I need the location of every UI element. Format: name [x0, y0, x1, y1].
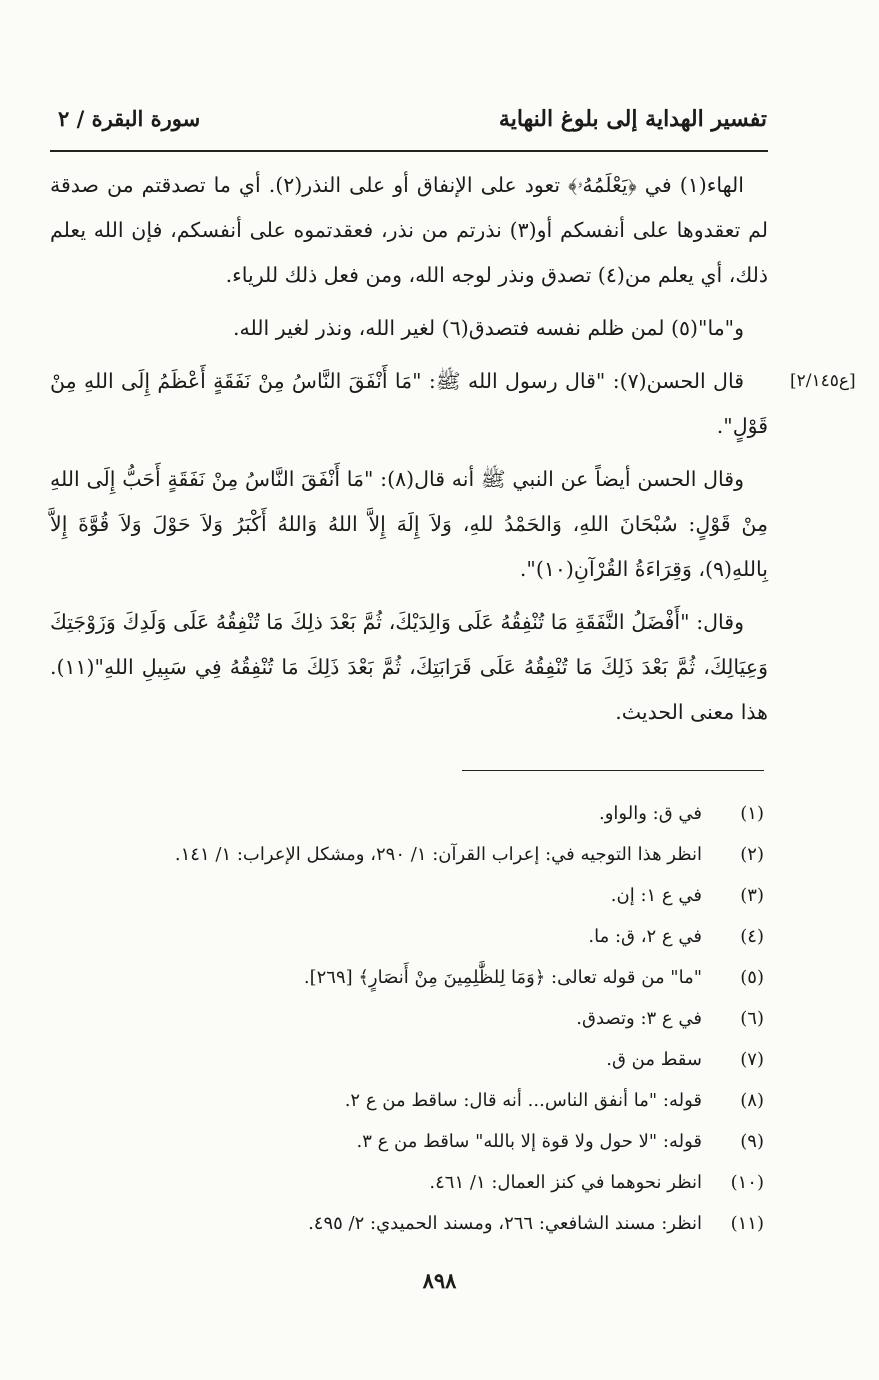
- footnote-divider: [462, 770, 764, 771]
- footnote: [100, 1003, 764, 1044]
- footnote: [100, 1044, 764, 1085]
- paragraph: وقال: "أَفْضَلُ النَّفَقَةِ مَا تُنْفِقُهُ عَلَى وَالِدَيْكَ، ثُمَّ بَعْدَ ذلِكَ مَا تُنْفِقُهُ عَلَى وَلَدِكَ وَزَوْجَتِكَ وَعِيَالِكَ، ثُمَّ بَعْدَ ذَلِكَ مَا تُنْفِقُهُ عَلَى قَرَابَتِكَ، ثُمَّ بَعْدَ ذَلِكَ مَا تُنْفِقُهُ فِي سَبِيلِ اللهِ"(١١). هذا معنى الحديث.: [50, 610, 768, 724]
- paragraph: قال الحسن(٧): "قال رسول الله ﷺ: "مَا أَنْفَقَ النَّاسُ مِنْ نَفَقَةٍ أَعْظَمُ إِلَى اللهِ مِنْ قَوْلٍ".: [50, 369, 768, 438]
- footnote-number: (٥): [740, 967, 764, 988]
- footnote-number: (٩): [740, 1131, 764, 1152]
- footnote-number: (٦): [740, 1008, 764, 1029]
- footnote-number: (٢): [740, 844, 764, 865]
- footnote-text: انظر: مسند الشافعي: ٢٦٦، ومسند الحميدي: ٢/ ٤٩٥.: [308, 1213, 702, 1234]
- footnote: [100, 798, 764, 839]
- footnote-number: (٨): [740, 1090, 764, 1111]
- footnote-text: في ع ١: إن.: [610, 885, 702, 906]
- footnote-text: سقط من ق.: [606, 1049, 702, 1070]
- paragraph: وقال الحسن أيضاً عن النبي ﷺ أنه قال(٨): "مَا أَنْفَقَ النَّاسُ مِنْ نَفَقَةٍ أَحَبُّ إِلَى اللهِ مِنْ قَوْلٍ: سُبْحَانَ اللهِ، وَالحَمْدُ للهِ، وَلاَ إِلَهَ إِلاَّ اللهُ وَاللهُ أَكْبَرُ وَلاَ حَوْلَ وَلاَ قُوَّةَ إِلاَّ بِاللهِ(٩)، وَقِرَاءَةُ القُرْآنِ(١٠)".: [50, 467, 768, 581]
- main-text: [50, 163, 768, 743]
- footnote-text: "ما" من قوله تعالى: ﴿وَمَا لِلظَّٰلِمِينَ مِنْ أَنصَارٍ﴾ [٢٦٩].: [303, 967, 702, 988]
- footnote: [100, 1126, 764, 1167]
- footnote-number: (١١): [730, 1213, 764, 1234]
- footnote-number: (١٠): [730, 1172, 764, 1193]
- page-number: ٨٩٨: [422, 1268, 457, 1293]
- footnote-text: في ع ٢، ق: ما.: [588, 926, 702, 947]
- footnote: [100, 1208, 764, 1249]
- footnote: [100, 1167, 764, 1208]
- paragraph: الهاء(١) في ﴿يَعْلَمُهُۥ﴾ تعود على الإنفاق أو على النذر(٢). أي ما تصدقتم من صدقة لم تعقدوها على أنفسكم أو(٣) نذرتم من نذر، فعقدتموه على أنفسكم، فإن الله يعلم ذلك، أي يعلم من(٤) تصدق ونذر لوجه الله، ومن فعل ذلك للرياء.: [50, 173, 768, 287]
- footnote-number: (٧): [740, 1049, 764, 1070]
- paragraph: و"ما"(٥) لمن ظلم نفسه فتصدق(٦) لغير الله، ونذر لغير الله.: [233, 316, 744, 340]
- footnote-number: (٣): [740, 885, 764, 906]
- footnote-text: في ع ٣: وتصدق.: [576, 1008, 702, 1029]
- footnote-text: انظر هذا التوجيه في: إعراب القرآن: ١/ ٢٩٠، ومشكل الإعراب: ١/ ١٤١.: [174, 844, 702, 865]
- header-divider: [50, 150, 768, 152]
- footnote-text: في ق: والواو.: [599, 803, 702, 824]
- footnote: [100, 962, 764, 1003]
- footnote-text: انظر نحوهما في كنز العمال: ١/ ٤٦١.: [429, 1172, 702, 1193]
- footnotes: [100, 798, 764, 1249]
- footnote: [100, 1085, 764, 1126]
- book-title: تفسير الهداية إلى بلوغ النهاية: [498, 106, 767, 132]
- footnote: [100, 880, 764, 921]
- footnote-number: (٤): [740, 926, 764, 947]
- footnote: [100, 839, 764, 880]
- margin-manuscript-ref: [ع٢/١٤٥]: [790, 371, 856, 391]
- footnote-text: قوله: "لا حول ولا قوة إلا بالله" ساقط من ع ٣.: [356, 1131, 702, 1152]
- surah-label: سورة البقرة / ٢: [58, 106, 201, 131]
- footnote-text: قوله: "ما أنفق الناس... أنه قال: ساقط من ع ٢.: [344, 1090, 702, 1111]
- footnote-number: (١): [740, 803, 764, 824]
- footnote: [100, 921, 764, 962]
